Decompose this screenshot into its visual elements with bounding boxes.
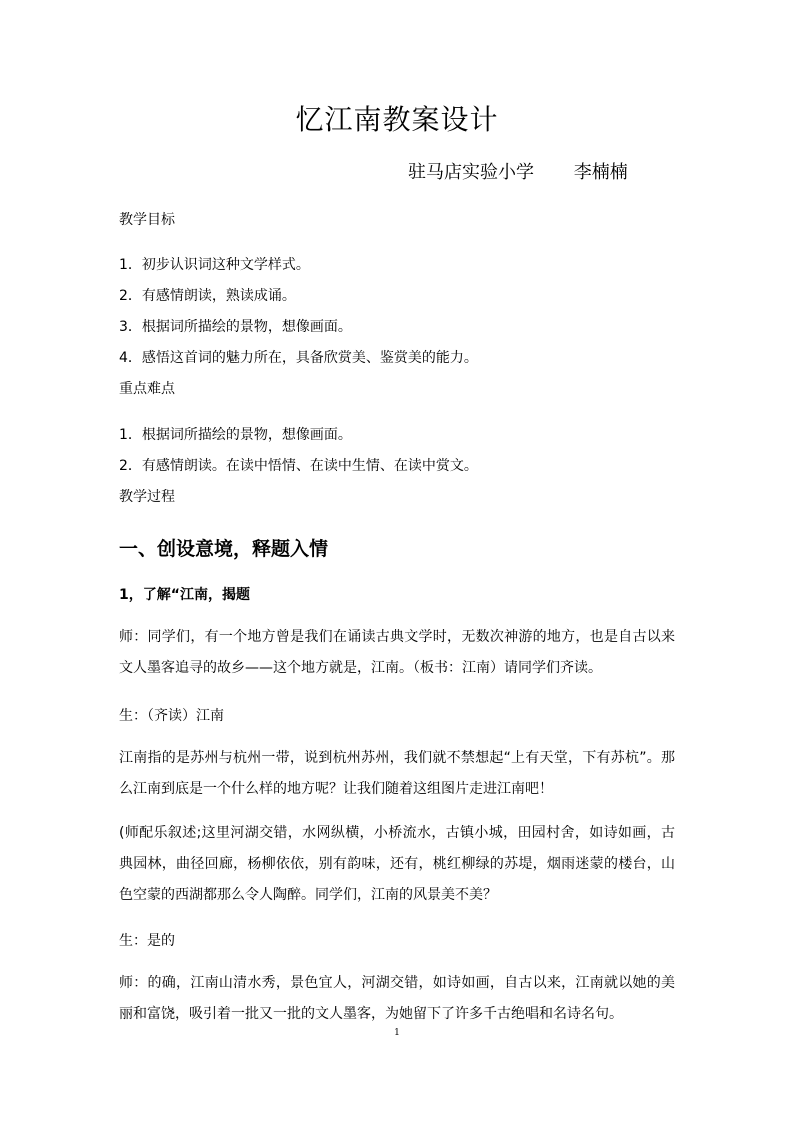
paragraph: (师配乐叙述;这里河湖交错，水网纵横，小桥流水，古镇小城，田园村舍，如诗如画，古典园林，曲径回廊，杨柳依依，别有韵味，还有，桃红柳绿的苏堤，烟雨迷蒙的楼台，山色空蒙的西湖都那么令人陶醉。同学们，江南的风景美不美？ [119, 825, 675, 903]
author-school: 驻马店实验小学 [408, 162, 534, 183]
goals-heading: 教学目标 [119, 212, 175, 228]
paragraph: 江南指的是苏州与杭州一带，说到杭州苏州，我们就不禁想起“上有天堂，下有苏杭”。那么江南到底是一个什么样的地方呢？让我们随着这组图片走进江南吧！ [119, 750, 675, 797]
process-heading: 教学过程 [119, 489, 175, 505]
author-name: 李楠楠 [573, 162, 628, 183]
paragraph: 师：同学们，有一个地方曾是我们在诵读古典文学时，无数次神游的地方，也是自古以来文人墨客追寻的故乡——这个地方就是，江南。（板书：江南）请同学们齐读。 [119, 629, 675, 676]
goal-item: 1．初步认识词这种文学样式。 [119, 257, 310, 273]
paragraph: 生：（齐读）江南 [119, 708, 224, 724]
subsection-heading: 1，了解“江南，揭题 [119, 587, 250, 603]
goal-item: 3．根据词所描绘的景物，想像画面。 [119, 319, 352, 335]
key-point-item: 1．根据词所描绘的景物，想像画面。 [119, 427, 352, 443]
author-line [408, 158, 628, 184]
goal-item: 2．有感情朗读，熟读成诵。 [119, 288, 296, 304]
key-points-heading: 重点难点 [119, 381, 175, 397]
goal-item: 4．感悟这首词的魅力所在，具备欣赏美、鉴赏美的能力。 [119, 350, 478, 366]
paragraph: 师：的确，江南山清水秀，景色宜人，河湖交错，如诗如画，自古以来，江南就以她的美丽和富饶，吸引着一批又一批的文人墨客，为她留下了许多千古绝唱和名诗名句。 [119, 975, 675, 1022]
section-heading: 一、创设意境，释题入情 [119, 538, 329, 560]
key-point-item: 2．有感情朗读。在读中悟情、在读中生情、在读中赏文。 [119, 458, 478, 474]
document-title: 忆江南教案设计 [295, 103, 499, 136]
paragraph: 生：是的 [119, 933, 175, 949]
page-number: 1 [394, 1028, 400, 1038]
